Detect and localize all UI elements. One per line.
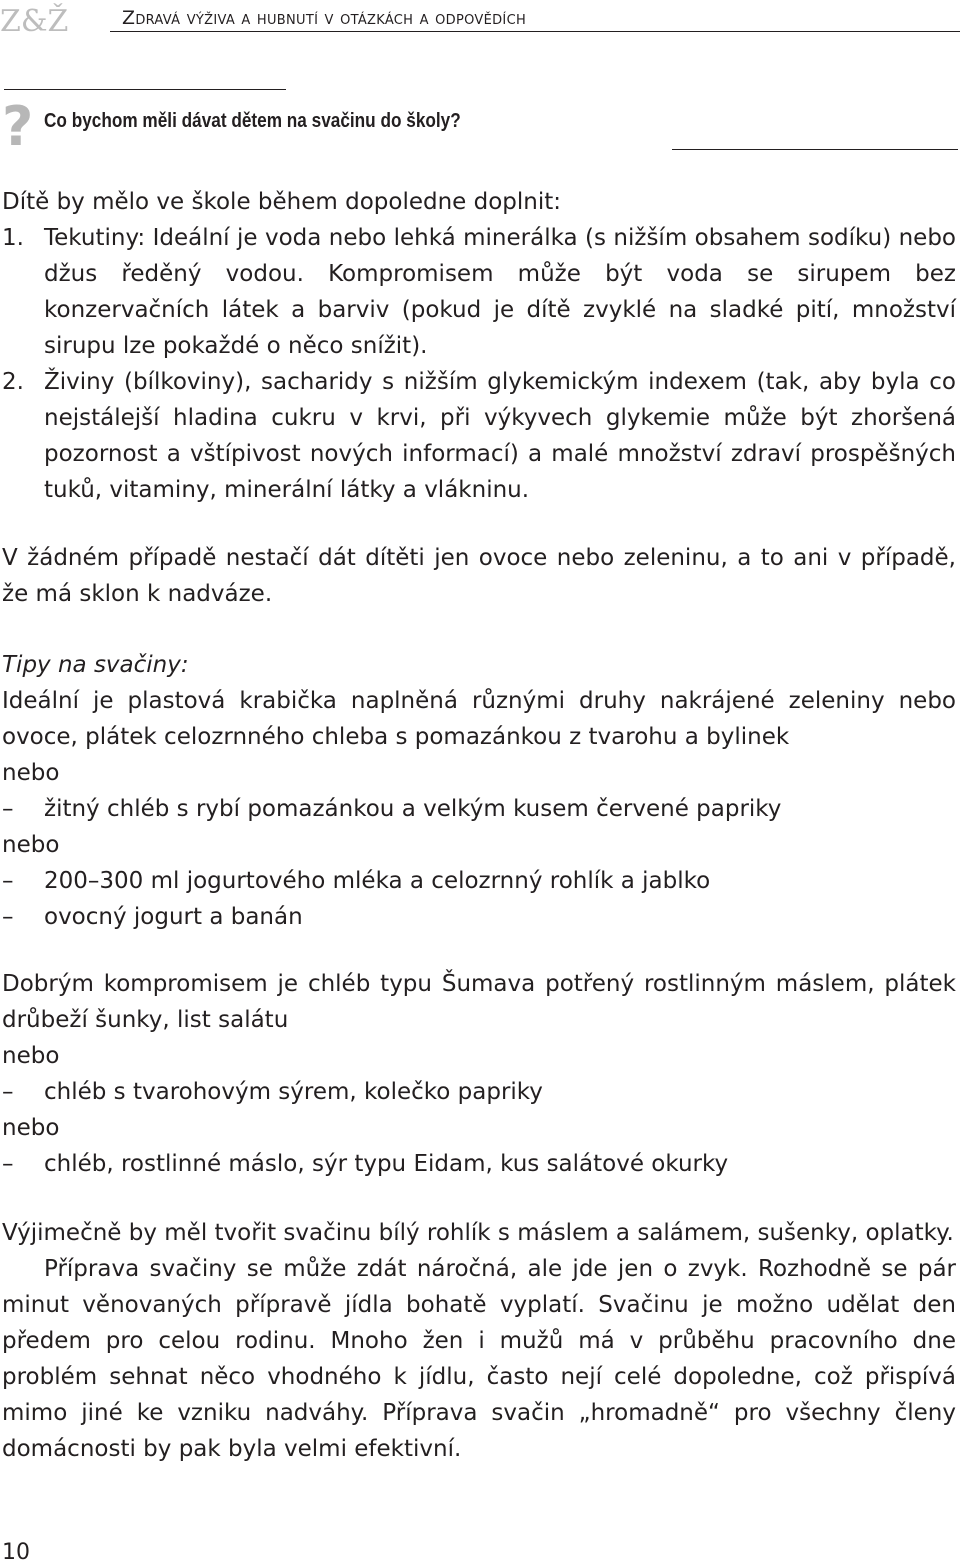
tips-section [2, 647, 956, 935]
list-item [2, 899, 956, 935]
dash-bullet: – [2, 904, 14, 930]
warning-paragraph: V žádném případě nestačí dát dítěti jen ovoce nebo zeleninu, a to ani v případě, že má sklon k nadváze. [2, 545, 956, 607]
header-divider [110, 31, 960, 32]
or-label: nebo [2, 760, 60, 786]
dash-bullet: – [2, 1151, 14, 1177]
page-number: 10 [2, 1540, 30, 1565]
tips-ideal: Ideální je plastová krabička naplněná různými druhy nakrájené zeleniny nebo ovoce, plátek celozrnného chleba s pomazánkou z tvarohu a bylinek [2, 688, 956, 750]
list-item-text: žitný chléb s rybí pomazánkou a velkým kusem červené papriky [44, 796, 782, 822]
question-top-rule [4, 89, 286, 90]
list-item-text: chléb s tvarohovým sýrem, kolečko papriky [44, 1079, 543, 1105]
dash-bullet: – [2, 796, 14, 822]
answer-intro-block [2, 184, 956, 508]
item-number: 1. [2, 225, 24, 251]
question-mark-icon: ? [2, 95, 34, 158]
item-text: Tekutiny: Ideální je voda nebo lehká minerálka (s nižším obsahem sodíku) nebo džus ředěný vodou. Kompromisem může být voda se sirupem bez konzervačních látek a barviv (pokud je dítě zvyklé na sladké pití, množství sirupu lze pokaždé o něco snížit). [44, 225, 956, 359]
item-text: Živiny (bílkoviny), sacharidy s nižším glykemickým indexem (tak, aby byla co nejstálejší hladina cukru v krvi, při výkyvech glykemie může být zhoršená pozornost a vštípivost nových informací) a malé množství zdraví prospěšných tuků, vitaminy, minerální látky a vlákninu. [44, 369, 956, 503]
list-item [2, 1146, 956, 1182]
or-label: nebo [2, 832, 60, 858]
closing-paragraph: Příprava svačiny se může zdát náročná, ale jde jen o zvyk. Rozhodně se pár minut věnovaných přípravě jídla bohatě vyplatí. Svačinu je možno udělat den předem pro celou rodinu. Mnoho žen i mužů má v průběhu pracovního dne problém sehnat něco vhodného k jídlu, často nejí celé dopoledne, což přispívá mimo jiné ke vzniku nadváhy. Příprava svačin „hromadně“ pro všechny členy domácnosti by pak byla velmi efektivní. [2, 1256, 956, 1462]
compromise-section [2, 966, 956, 1182]
tips-heading: Tipy na svačiny: [2, 652, 189, 678]
publisher-logo [0, 0, 80, 40]
list-item [2, 1074, 956, 1110]
intro-text: Dítě by mělo ve škole během dopoledne doplnit: [2, 189, 562, 215]
numbered-item [2, 364, 956, 508]
list-item [2, 863, 956, 899]
closing-section [2, 1215, 956, 1467]
list-item-text: ovocný jogurt a banán [44, 904, 303, 930]
question-bottom-rule [672, 149, 958, 150]
dash-bullet: – [2, 868, 14, 894]
list-item-text: 200–300 ml jogurtového mléka a celozrnný rohlík a jablko [44, 868, 711, 894]
or-label: nebo [2, 1043, 60, 1069]
question-heading: Co bychom měli dávat dětem na svačinu do školy? [44, 110, 461, 132]
compromise-text: Dobrým kompromisem je chléb typu Šumava potřený rostlinným máslem, plátek drůbeží šunky, list salátu [2, 971, 956, 1033]
list-item-text: chléb, rostlinné máslo, sýr typu Eidam, kus salátové okurky [44, 1151, 729, 1177]
exceptional-text: Výjimečně by měl tvořit svačinu bílý rohlík s máslem a salámem, sušenky, oplatky. [2, 1220, 954, 1246]
logo-text: Z&Ž [0, 4, 69, 39]
or-label: nebo [2, 1115, 60, 1141]
dash-bullet: – [2, 1079, 14, 1105]
list-item [2, 791, 956, 827]
numbered-item [2, 220, 956, 364]
running-header: Zdravá výživa a hubnutí v otázkách a odpovědích [122, 7, 527, 29]
item-number: 2. [2, 369, 24, 395]
